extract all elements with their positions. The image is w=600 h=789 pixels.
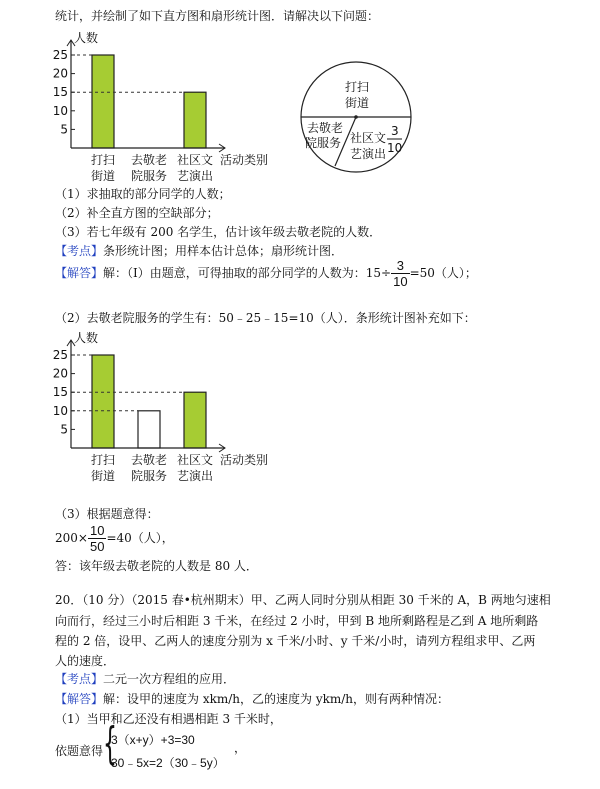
y-tick-label: 5 — [60, 422, 68, 437]
jieda-text: 解：（Ⅰ）由题意，可得抽取的部分同学的人数为：15÷ — [103, 266, 392, 280]
calc-result: =40（人）， — [106, 531, 174, 545]
category-label: 社区文 — [176, 453, 214, 467]
category-label: 街道 — [90, 469, 116, 483]
fraction-numerator: 3 — [391, 258, 409, 274]
bar-chart-completed — [50, 330, 290, 490]
part3-text: （3）根据题意得： — [55, 507, 159, 521]
category-label: 社区文 — [176, 153, 214, 167]
category-label: 去敬老 — [130, 453, 168, 467]
category-label: 艺演出 — [176, 469, 214, 483]
bar — [92, 55, 114, 148]
pie-label-street-2: 街道 — [345, 96, 370, 110]
q20-yiti: 依题意得 — [55, 744, 104, 758]
calc-numerator: 10 — [89, 523, 105, 538]
category-label: 打扫 — [90, 153, 116, 167]
equation-2: 30﹣5x=2（30﹣5y） — [111, 756, 225, 770]
q20-line-1: 20．（10 分）（2015 春•杭州期末）甲、乙两人同时分别从相距 30 千米的 A，B 两地匀速相 — [55, 593, 551, 607]
category-label: 去敬老 — [130, 153, 168, 167]
fraction — [391, 258, 409, 289]
category-label: 院服务 — [130, 169, 168, 183]
y-axis-label: 人数 — [74, 31, 99, 45]
category-label: 艺演出 — [176, 169, 214, 183]
q20-kaodian-tag: 【考点】 — [55, 672, 104, 686]
q20-jieda-text: 解：设甲的速度为 xkm/h，乙的速度为 ykm/h，则有两种情况： — [103, 692, 450, 706]
pie-fraction-den: 10 — [387, 141, 403, 155]
pie-label-community-1: 社区文 — [350, 131, 387, 145]
jieda-result: =50（人）； — [409, 266, 477, 280]
y-axis-label: 人数 — [74, 331, 99, 345]
pie-label-street-1: 打扫 — [345, 80, 370, 94]
q20-line-4: 人的速度． — [55, 654, 116, 668]
equation-1: 3（x+y）+3=30 — [111, 733, 195, 747]
category-label: 街道 — [90, 169, 116, 183]
bar — [184, 392, 206, 448]
bar — [92, 355, 114, 448]
pie-center — [354, 115, 358, 119]
equation-brace: { — [103, 718, 117, 769]
pie-label-elder-2: 院服务 — [305, 136, 342, 150]
y-tick-label: 5 — [60, 122, 68, 137]
bar — [138, 411, 160, 448]
y-tick-label: 15 — [52, 385, 68, 400]
jieda-tag: 【解答】 — [55, 266, 104, 280]
y-tick-label: 25 — [52, 348, 68, 362]
answer-text: 答：该年级去敬老院的人数是 80 人． — [55, 559, 258, 573]
question-1: （1）求抽取的部分同学的人数； — [55, 187, 231, 201]
q20-case1: （1）当甲和乙还没有相遇相距 3 千米时， — [55, 712, 282, 726]
y-tick-label: 10 — [52, 103, 68, 118]
equation-comma: ， — [234, 741, 247, 755]
calc-denominator: 50 — [89, 539, 105, 554]
question-3: （3）若七年级有 200 名学生，估计该年级去敬老院的人数． — [55, 225, 382, 239]
pie-chart — [295, 55, 425, 180]
fraction-denominator: 10 — [393, 274, 408, 289]
calc-fraction — [88, 523, 106, 554]
q20-jieda-tag: 【解答】 — [55, 692, 104, 706]
y-tick-label: 20 — [52, 66, 68, 81]
y-tick-label: 25 — [52, 48, 68, 62]
y-tick-label: 20 — [52, 366, 68, 381]
pie-fraction-num: 3 — [391, 124, 399, 138]
y-tick-label: 10 — [52, 403, 68, 418]
pie-label-community-2: 艺演出 — [350, 147, 387, 161]
calc-prefix: 200× — [55, 531, 88, 545]
y-tick-label: 15 — [52, 85, 68, 100]
intro-text: 统计，并绘制了如下直方图和扇形统计图．请解决以下问题： — [55, 9, 380, 23]
question-2: （2）补全直方图的空缺部分； — [55, 206, 219, 220]
pie-label-elder-1: 去敬老 — [307, 121, 344, 135]
bar — [184, 92, 206, 148]
q20-line-2: 向而行，经过三小时后相距 3 千米，在经过 2 小时，甲到 B 地所剩路程是乙到 A 地所剩路 — [55, 614, 539, 628]
q20-kaodian-text: 二元一次方程组的应用． — [103, 672, 236, 686]
q20-line-3: 程的 2 倍，设甲、乙两人的速度分别为 x 千米/小时、y 千米/小时，请列方程组求甲、乙两 — [55, 634, 536, 648]
part2-text: （2）去敬老院服务的学生有：50﹣25﹣15=10（人）．条形统计图补充如下： — [55, 311, 476, 325]
kaodian-text: 条形统计图；用样本估计总体；扇形统计图． — [103, 244, 344, 258]
x-axis-label: 活动类别 — [220, 453, 269, 467]
category-label: 院服务 — [130, 469, 168, 483]
category-label: 打扫 — [90, 453, 116, 467]
kaodian-tag: 【考点】 — [55, 244, 104, 258]
bar-chart-original — [50, 30, 290, 190]
x-axis-label: 活动类别 — [220, 153, 269, 167]
